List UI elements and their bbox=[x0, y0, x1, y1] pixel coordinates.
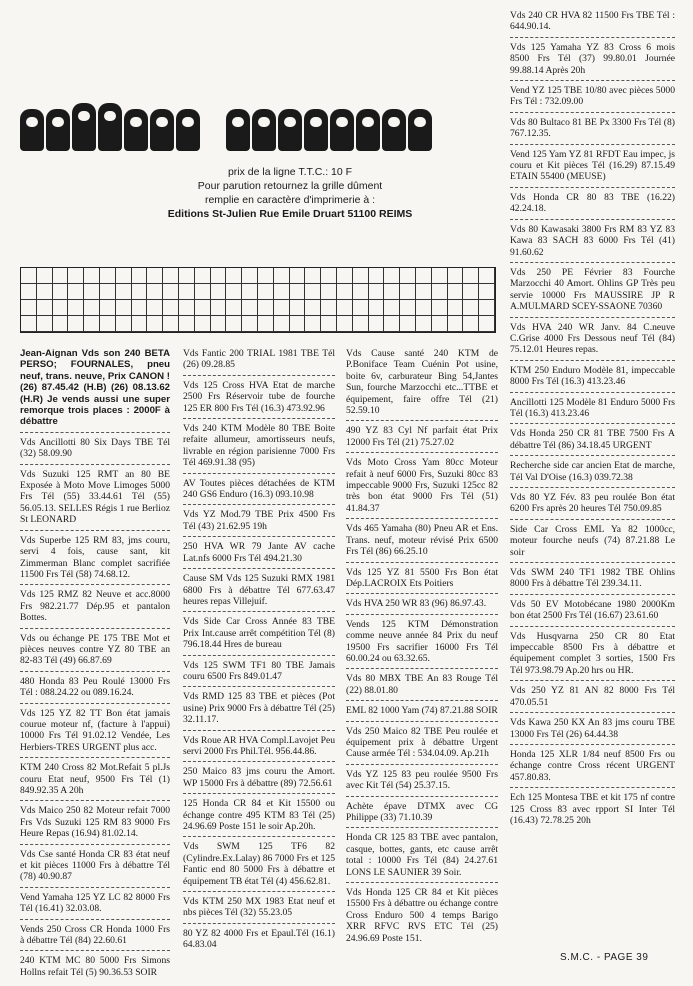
grid-cell[interactable] bbox=[132, 300, 148, 316]
grid-cell[interactable] bbox=[384, 316, 400, 332]
grid-cell[interactable] bbox=[305, 268, 321, 284]
grid-cell[interactable] bbox=[132, 316, 148, 332]
classified-ad: Vds Cause santé 240 KTM de P.Boniface Team Cuénin Pot usine, boite 6v, carburateur Bing 54,Jantes Sun, fourche Marzocchi etc...TTBE et équipement, faire offre Tél (21) 52.59.10 bbox=[346, 348, 498, 421]
classified-ad: Vds Honda CR 80 83 TBE (16.22) 42.24.18. bbox=[510, 192, 675, 220]
grid-cell[interactable] bbox=[290, 284, 306, 300]
logo-letter bbox=[304, 109, 328, 151]
logo-letter bbox=[382, 109, 406, 151]
logo-letter bbox=[124, 109, 148, 151]
grid-cell[interactable] bbox=[384, 300, 400, 316]
grid-cell[interactable] bbox=[226, 284, 242, 300]
grid-cell[interactable] bbox=[37, 300, 53, 316]
classified-ad: Side Car Cross EML Ya 82 1000cc, moteur fourche neufs (74) 87.21.88 Le soir bbox=[510, 524, 675, 563]
grid-cell[interactable] bbox=[479, 268, 495, 284]
grid-cell[interactable] bbox=[369, 316, 385, 332]
grid-cell[interactable] bbox=[479, 284, 495, 300]
classified-ad: Vds Superbe 125 RM 83, jms couru, servi 4 fois, cause sant, kit Zimmerman Blanc complet sacrifiée 11500 Frs Tél (58) 74.68.12. bbox=[20, 535, 170, 586]
grid-cell[interactable] bbox=[400, 316, 416, 332]
grid-cell[interactable] bbox=[84, 284, 100, 300]
entry-grid[interactable] bbox=[20, 267, 496, 333]
grid-cell[interactable] bbox=[432, 268, 448, 284]
grid-cell[interactable] bbox=[448, 284, 464, 300]
classified-ad: Cause SM Vds 125 Suzuki RMX 1981 6800 Frs à débattre Tél 677.63.47 heures repas Villejuif. bbox=[183, 573, 335, 612]
classified-ad: Vds Honda 125 CR 84 et Kit pièces 15500 Frs à débattre ou échange contre Cross Enduro 500 4 temps Barigo XRR RFVC RVS ETC Tél (25) 24.96.69 Poste 151. bbox=[346, 887, 498, 944]
grid-cell[interactable] bbox=[432, 284, 448, 300]
classified-ad: Vds 250 YZ 81 AN 82 8000 Frs Tél 470.05.51 bbox=[510, 685, 675, 713]
grid-cell[interactable] bbox=[416, 268, 432, 284]
classified-ad: Vds RMD 125 83 TBE et pièces (Pot usine) Prix 9000 Frs à débattre Tél (25) 32.11.17. bbox=[183, 691, 335, 730]
classified-ad: Vds YZ Mod.79 TBE Prix 4500 Frs Tél (43) 21.62.95 19h bbox=[183, 509, 335, 537]
logo-letter bbox=[150, 109, 174, 151]
classified-ad: Vds 240 CR HVA 82 11500 Frs TBE Tél : 644.90.14. bbox=[510, 10, 675, 38]
grid-cell[interactable] bbox=[21, 316, 37, 332]
grid-cell[interactable] bbox=[305, 284, 321, 300]
grid-cell[interactable] bbox=[195, 268, 211, 284]
grid-cell[interactable] bbox=[53, 284, 69, 300]
instructions-line: Pour parution retournez la grille dûment bbox=[197, 180, 383, 192]
classified-ad: Vds 80 Kawasaki 3800 Frs RM 83 YZ 83 Kawa 83 SACH 83 6000 Frs Tél (41) 91.60.62 bbox=[510, 224, 675, 263]
grid-cell[interactable] bbox=[321, 316, 337, 332]
grid-cell[interactable] bbox=[226, 268, 242, 284]
grid-cell[interactable] bbox=[400, 300, 416, 316]
logo-letter bbox=[46, 109, 70, 151]
classified-ad: Vds 125 SWM TF1 80 TBE Jamais couru 6500 Frs 849.01.47 bbox=[183, 660, 335, 688]
grid-cell[interactable] bbox=[211, 268, 227, 284]
grid-cell[interactable] bbox=[369, 268, 385, 284]
ads-column-4 bbox=[510, 10, 675, 834]
classified-ad: 480 Honda 83 Peu Roulé 13000 Frs Tél : 088.24.22 ou 089.16.24. bbox=[20, 676, 170, 704]
grid-cell[interactable] bbox=[274, 268, 290, 284]
grid-cell[interactable] bbox=[479, 316, 495, 332]
grid-cell[interactable] bbox=[353, 316, 369, 332]
grid-cell[interactable] bbox=[68, 268, 84, 284]
grid-cell[interactable] bbox=[68, 284, 84, 300]
grid-cell[interactable] bbox=[132, 284, 148, 300]
grid-cell[interactable] bbox=[211, 316, 227, 332]
classified-ad: KTM 250 Enduro Modèle 81, impeccable 8000 Frs Tél (16.3) 413.23.46 bbox=[510, 365, 675, 393]
grid-cell[interactable] bbox=[195, 316, 211, 332]
grid-cell[interactable] bbox=[242, 284, 258, 300]
classified-ad: Jean-Aignan Vds son 240 BETA PERSO; FOURNALES, pneu neuf, trans. neuve, Prix CANON ! (26) 87.45.42 (H.B) (26) 08.13.62 (H.R) Je vends aussi une super remorque trois places : 2000F à débattre bbox=[20, 348, 170, 433]
grid-cell[interactable] bbox=[274, 300, 290, 316]
grid-cell[interactable] bbox=[274, 316, 290, 332]
grid-cell[interactable] bbox=[353, 300, 369, 316]
grid-cell[interactable] bbox=[116, 300, 132, 316]
classified-ad: Vds 80 Bultaco 81 BE Px 3300 Frs Tél (8) 767.12.35. bbox=[510, 117, 675, 145]
grid-cell[interactable] bbox=[84, 316, 100, 332]
grid-cell[interactable] bbox=[84, 300, 100, 316]
grid-cell[interactable] bbox=[147, 316, 163, 332]
classified-ad: Vds 125 RMZ 82 Neuve et acc.8000 Frs 982.21.77 Dép.95 et pantalon Bottes. bbox=[20, 589, 170, 628]
classified-ad: Vds Cse santé Honda CR 83 état neuf et kit pièces 11000 Frs à débattre Tél (78) 40.90.87 bbox=[20, 849, 170, 888]
grid-cell[interactable] bbox=[53, 268, 69, 284]
grid-cell[interactable] bbox=[463, 268, 479, 284]
classified-ad: Vds 125 YZ 81 5500 Frs Bon état Dép.LACROIX Ets Poitiers bbox=[346, 567, 498, 595]
grid-cell[interactable] bbox=[179, 268, 195, 284]
grid-cell[interactable] bbox=[147, 268, 163, 284]
grid-cell[interactable] bbox=[53, 300, 69, 316]
grid-cell[interactable] bbox=[337, 316, 353, 332]
classified-ad: Vends 250 Cross CR Honda 1000 Frs à débattre Tél (84) 22.60.61 bbox=[20, 924, 170, 952]
grid-cell[interactable] bbox=[400, 268, 416, 284]
grid-cell[interactable] bbox=[305, 300, 321, 316]
grid-cell[interactable] bbox=[384, 268, 400, 284]
grid-cell[interactable] bbox=[21, 268, 37, 284]
classified-ad: Vds Ancillotti 80 Six Days TBE Tél (32) 58.09.90 bbox=[20, 437, 170, 465]
classified-ad: Vds HVA 240 WR Janv. 84 C.neuve C.Grise 4000 Frs Dessous neuf Tél (84) 75.12.01 Heures repas. bbox=[510, 322, 675, 361]
logo-letter bbox=[98, 103, 122, 151]
grid-cell[interactable] bbox=[448, 300, 464, 316]
grid-cell[interactable] bbox=[179, 284, 195, 300]
grid-cell[interactable] bbox=[242, 300, 258, 316]
grid-cell[interactable] bbox=[147, 284, 163, 300]
logo-letter bbox=[72, 103, 96, 151]
grid-cell[interactable] bbox=[416, 284, 432, 300]
classified-ad: Vends 125 KTM Démonstration comme neuve année 84 Prix du neuf 19500 Frs sacrifier 16000 Frs Tél 60.00.24 ou 63.32.65. bbox=[346, 619, 498, 670]
grid-cell[interactable] bbox=[337, 284, 353, 300]
grid-cell[interactable] bbox=[37, 316, 53, 332]
classified-ad: Vds 250 Maico 82 TBE Peu roulée et équipement prix à débattre Urgent Cause armée Tél : 534.04.09. Ap.21h bbox=[346, 726, 498, 765]
grid-cell[interactable] bbox=[463, 316, 479, 332]
ads-column-1 bbox=[20, 348, 170, 986]
grid-cell[interactable] bbox=[448, 316, 464, 332]
grid-cell[interactable] bbox=[369, 300, 385, 316]
grid-cell[interactable] bbox=[448, 268, 464, 284]
classified-ad: Vds SWM 125 TF6 82 (Cylindre.Ex.Lalay) 86 7000 Frs et 125 Fantic end 80 5000 Frs à débattre et équipement TB état Tél (4) 456.62.81. bbox=[183, 841, 335, 892]
grid-cell[interactable] bbox=[163, 316, 179, 332]
grid-cell[interactable] bbox=[21, 284, 37, 300]
grid-cell[interactable] bbox=[321, 300, 337, 316]
grid-cell[interactable] bbox=[242, 268, 258, 284]
grid-cell[interactable] bbox=[242, 316, 258, 332]
grid-cell[interactable] bbox=[147, 300, 163, 316]
logo-word-annonces bbox=[226, 109, 432, 151]
grid-cell[interactable] bbox=[353, 284, 369, 300]
classified-ad: Vds Honda 250 CR 81 TBE 7500 Frs A débattre Tél (86) 34.18.45 URGENT bbox=[510, 428, 675, 456]
grid-cell[interactable] bbox=[400, 284, 416, 300]
grid-cell[interactable] bbox=[258, 284, 274, 300]
classified-ad: Vend 125 Yam YZ 81 RFDT Eau impec, js couru et Kit pièces Tél (16.29) 87.15.49 ETAIN 55400 (MEUSE) bbox=[510, 149, 675, 188]
grid-cell[interactable] bbox=[479, 300, 495, 316]
ads-column-2 bbox=[183, 348, 335, 959]
classified-ad: AV Toutes pièces détachées de KTM 240 GS6 Enduro (16.3) 093.10.98 bbox=[183, 478, 335, 506]
classified-ad: 80 YZ 82 4000 Frs et Epaul.Tél (16.1) 64.83.04 bbox=[183, 927, 335, 951]
page-footer: S.M.C. - PAGE 39 bbox=[560, 952, 649, 963]
grid-cell[interactable] bbox=[84, 268, 100, 284]
grid-cell[interactable] bbox=[369, 284, 385, 300]
classified-ad: Vds ou échange PE 175 TBE Mot et pièces neuves contre YZ 80 TBE an 82-83 Tél (49) 66.87.69 bbox=[20, 633, 170, 672]
grid-cell[interactable] bbox=[305, 316, 321, 332]
grid-cell[interactable] bbox=[211, 284, 227, 300]
grid-cell[interactable] bbox=[353, 268, 369, 284]
grid-cell[interactable] bbox=[290, 316, 306, 332]
classified-ad: Vds 80 YZ Fév. 83 peu roulée Bon état 6200 Frs après 20 heures Tél 750.09.85 bbox=[510, 492, 675, 520]
grid-cell[interactable] bbox=[337, 300, 353, 316]
grid-cell[interactable] bbox=[258, 300, 274, 316]
logo-letter bbox=[176, 109, 200, 151]
classified-ad: Vds Husqvarna 250 CR 80 Etat impeccable 8500 Frs à débattre et équipement complet 3 sorties, 1500 Frs Tél 973.98.79 Ap.20 hrs ou HR. bbox=[510, 631, 675, 682]
classified-ad: Vds Fantic 200 TRIAL 1981 TBE Tél (26) 09.28.85 bbox=[183, 348, 335, 376]
classified-ad: Vds Roue AR HVA Compl.Lavojet Peu servi 2000 Frs Phil.Tél. 956.44.86. bbox=[183, 735, 335, 763]
classified-ad: Vds 125 YZ 82 TT Bon état jamais courue moteur nf, (facture à l'appui) 10000 Frs Tél 91.02.12 Vendée, Les Herbiers-TRES URGENT plus acc. bbox=[20, 708, 170, 759]
grid-cell[interactable] bbox=[463, 300, 479, 316]
classified-ad: Vds 250 PE Février 83 Fourche Marzocchi 40 Amort. Ohlins GP Très peu servie 10000 Frs MAUSSIRE JP R A.MULMARD SCEY-SSAONE 70360 bbox=[510, 267, 675, 318]
classified-ad: Honda 125 XLR 1/84 neuf 8500 Frs ou échange contre Cross récent URGENT 457.80.83. bbox=[510, 749, 675, 788]
grid-cell[interactable] bbox=[416, 316, 432, 332]
logo-letter bbox=[20, 109, 44, 151]
classified-ad: Vds Kawa 250 KX An 83 jms couru TBE 13000 Frs Tél (26) 64.44.38 bbox=[510, 717, 675, 745]
grid-cell[interactable] bbox=[116, 316, 132, 332]
classified-ad: Achète épave DTMX avec CG Philippe (33) 71.10.39 bbox=[346, 801, 498, 829]
classified-ad: Vds HVA 250 WR 83 (96) 86.97.43. bbox=[346, 598, 498, 614]
classified-ad: Vds Maico 250 82 Moteur refait 7000 Frs Vds Suzuki 125 RM 83 9000 Frs Heure Repas (16.94) 81.02.14. bbox=[20, 805, 170, 844]
grid-cell[interactable] bbox=[321, 284, 337, 300]
classified-ad: Ancillotti 125 Modèle 81 Enduro 5000 Frs Tél (16.3) 413.23.46 bbox=[510, 397, 675, 425]
classified-ad: KTM 240 Cross 82 Mot.Refait 5 pl.Js couru Etat neuf, 9500 Frs Tél (1) 849.92.35 A 20h bbox=[20, 762, 170, 801]
classified-ad: Ech 125 Montesa TBE et kit 175 nf contre 125 Cross 83 avec rpport SI Inter Tél (16.43) 72.78.25 20h bbox=[510, 792, 675, 826]
grid-cell[interactable] bbox=[226, 300, 242, 316]
grid-cell[interactable] bbox=[290, 268, 306, 284]
grid-cell[interactable] bbox=[258, 316, 274, 332]
grid-cell[interactable] bbox=[116, 284, 132, 300]
instructions-line-2: remplie en caractère d'imprimerie à : bbox=[204, 194, 376, 206]
classified-ad: 490 YZ 83 Cyl Nf parfait état Prix 12000 Frs Tél (21) 75.27.02 bbox=[346, 425, 498, 453]
grid-cell[interactable] bbox=[195, 300, 211, 316]
grid-cell[interactable] bbox=[274, 284, 290, 300]
classified-ad: Vds 125 Cross HVA Etat de marche 2500 Frs Réservoir tube de fourche 125 ER 800 Frs Tél (16.3) 473.92.96 bbox=[183, 380, 335, 419]
classified-ad: EML 82 1000 Yam (74) 87.21.88 SOIR bbox=[346, 705, 498, 721]
grid-cell[interactable] bbox=[463, 284, 479, 300]
grid-cell[interactable] bbox=[211, 300, 227, 316]
classified-ad: Vds 50 EV Motobécane 1980 2000Km bon état 2500 Frs Tél (16.67) 23.61.60 bbox=[510, 599, 675, 627]
classified-ad: Vds 240 KTM Modèle 80 TBE Boite refaite allumeur, amortisseurs neufs, livrable en région parisienne 7000 Frs Tél 469.91.38 (95) bbox=[183, 423, 335, 474]
grid-cell[interactable] bbox=[384, 284, 400, 300]
grid-cell[interactable] bbox=[100, 316, 116, 332]
grid-cell[interactable] bbox=[100, 268, 116, 284]
classified-ad: Vend YZ 125 TBE 10/80 avec pièces 5000 Frs Tél : 732.09.00 bbox=[510, 85, 675, 113]
title-logo bbox=[20, 104, 415, 156]
logo-word-petites bbox=[20, 109, 200, 151]
grid-cell[interactable] bbox=[132, 268, 148, 284]
classified-ad: Vds Moto Cross Yam 80cc Moteur refait à neuf 6000 Frs, Suzuki 80cc 83 impeccable 9000 Frs, Suzuki 125cc 82 très bon état 9000 Frs Tél (51) 41.84.37 bbox=[346, 457, 498, 519]
grid-cell[interactable] bbox=[163, 268, 179, 284]
grid-cell[interactable] bbox=[163, 284, 179, 300]
price-line: prix de la ligne T.T.C.: 10 F bbox=[227, 166, 353, 178]
grid-cell[interactable] bbox=[163, 300, 179, 316]
classified-ad: Vds 80 MBX TBE An 83 Rouge Tél (22) 88.01.80 bbox=[346, 673, 498, 701]
classified-ad: 250 HVA WR 79 Jante AV cache Lat.nfs 6000 Frs Tél 494.21.30 bbox=[183, 541, 335, 569]
logo-letter bbox=[330, 109, 354, 151]
grid-cell[interactable] bbox=[53, 316, 69, 332]
logo-letter bbox=[408, 109, 432, 151]
grid-cell[interactable] bbox=[195, 284, 211, 300]
grid-cell[interactable] bbox=[432, 300, 448, 316]
grid-cell[interactable] bbox=[68, 316, 84, 332]
grid-cell[interactable] bbox=[179, 300, 195, 316]
pricing-info bbox=[167, 165, 413, 221]
grid-cell[interactable] bbox=[37, 284, 53, 300]
classified-ad: 125 Honda CR 84 et Kit 15500 ou échange contre 495 KTM 83 Tél (25) 24.96.69 Poste 151 le soir Ap.20h. bbox=[183, 798, 335, 837]
classified-ad: Vds YZ 125 83 peu roulée 9500 Frs avec Kit Tél (54) 25.37.15. bbox=[346, 769, 498, 797]
classified-ad: Vend Yamaha 125 YZ LC 82 8000 Frs Tél (16.41) 32.03.08. bbox=[20, 892, 170, 920]
logo-letter bbox=[356, 109, 380, 151]
publisher-address: Editions St-Julien Rue Emile Druart 51100 REIMS bbox=[167, 208, 413, 220]
grid-cell[interactable] bbox=[258, 268, 274, 284]
logo-letter bbox=[226, 109, 250, 151]
classified-ad: 250 Maico 83 jms couru the Amort. WP 15000 Frs à débattre (89) 72.56.61 bbox=[183, 766, 335, 794]
classified-ad: Vds Suzuki 125 RMT an 80 BE Exposée à Moto Move Limoges 5000 Frs Tél (55) 33.44.61 Tél (55) 56.05.13. SELLES Régis 1 rue Berlioz St LEONARD bbox=[20, 469, 170, 531]
grid-cell[interactable] bbox=[179, 316, 195, 332]
classified-ad: Vds 465 Yamaha (80) Pneu AR et Ens. Trans. neuf, moteur révisé Prix 6500 Frs Tél (86) 66.25.10 bbox=[346, 523, 498, 562]
grid-cell[interactable] bbox=[37, 268, 53, 284]
grid-cell[interactable] bbox=[116, 268, 132, 284]
grid-cell[interactable] bbox=[68, 300, 84, 316]
ads-column-3 bbox=[346, 348, 498, 952]
grid-cell[interactable] bbox=[321, 268, 337, 284]
grid-cell[interactable] bbox=[432, 316, 448, 332]
grid-cell[interactable] bbox=[290, 300, 306, 316]
classified-ad: Vds Side Car Cross Année 83 TBE Prix Int.cause arrêt compétition Tél (8) 796.18.44 Hres de bureau bbox=[183, 616, 335, 655]
classified-ad: Vds SWM 240 TF1 1982 TBE Ohlins 8000 Frs à débattre Tél 239.34.11. bbox=[510, 567, 675, 595]
grid-cell[interactable] bbox=[337, 268, 353, 284]
grid-cell[interactable] bbox=[21, 300, 37, 316]
classified-ad: Honda CR 125 83 TBE avec pantalon, casque, bottes, gants, etc cause arrêt total : 10000 Frs Tél (84) 24.27.61 LONS LE SAUNIER 39 Soir. bbox=[346, 832, 498, 883]
classified-ad: Vds KTM 250 MX 1983 Etat neuf et nbs pièces Tél (32) 55.23.05 bbox=[183, 896, 335, 924]
logo-letter bbox=[252, 109, 276, 151]
logo-letter bbox=[278, 109, 302, 151]
grid-cell[interactable] bbox=[416, 300, 432, 316]
classified-ad: Vds 125 Yamaha YZ 83 Cross 6 mois 8500 Frs Tél (37) 99.80.01 Journée 99.88.14 Après 20h bbox=[510, 42, 675, 81]
grid-cell[interactable] bbox=[226, 316, 242, 332]
classified-ad: Recherche side car ancien Etat de marche, Tél Val D'Oise (16.3) 039.72.38 bbox=[510, 460, 675, 488]
classified-ad: 240 KTM MC 80 5000 Frs Simons Hollns refait Tél (5) 90.36.53 SOIR bbox=[20, 955, 170, 978]
grid-cell[interactable] bbox=[100, 284, 116, 300]
grid-cell[interactable] bbox=[100, 300, 116, 316]
